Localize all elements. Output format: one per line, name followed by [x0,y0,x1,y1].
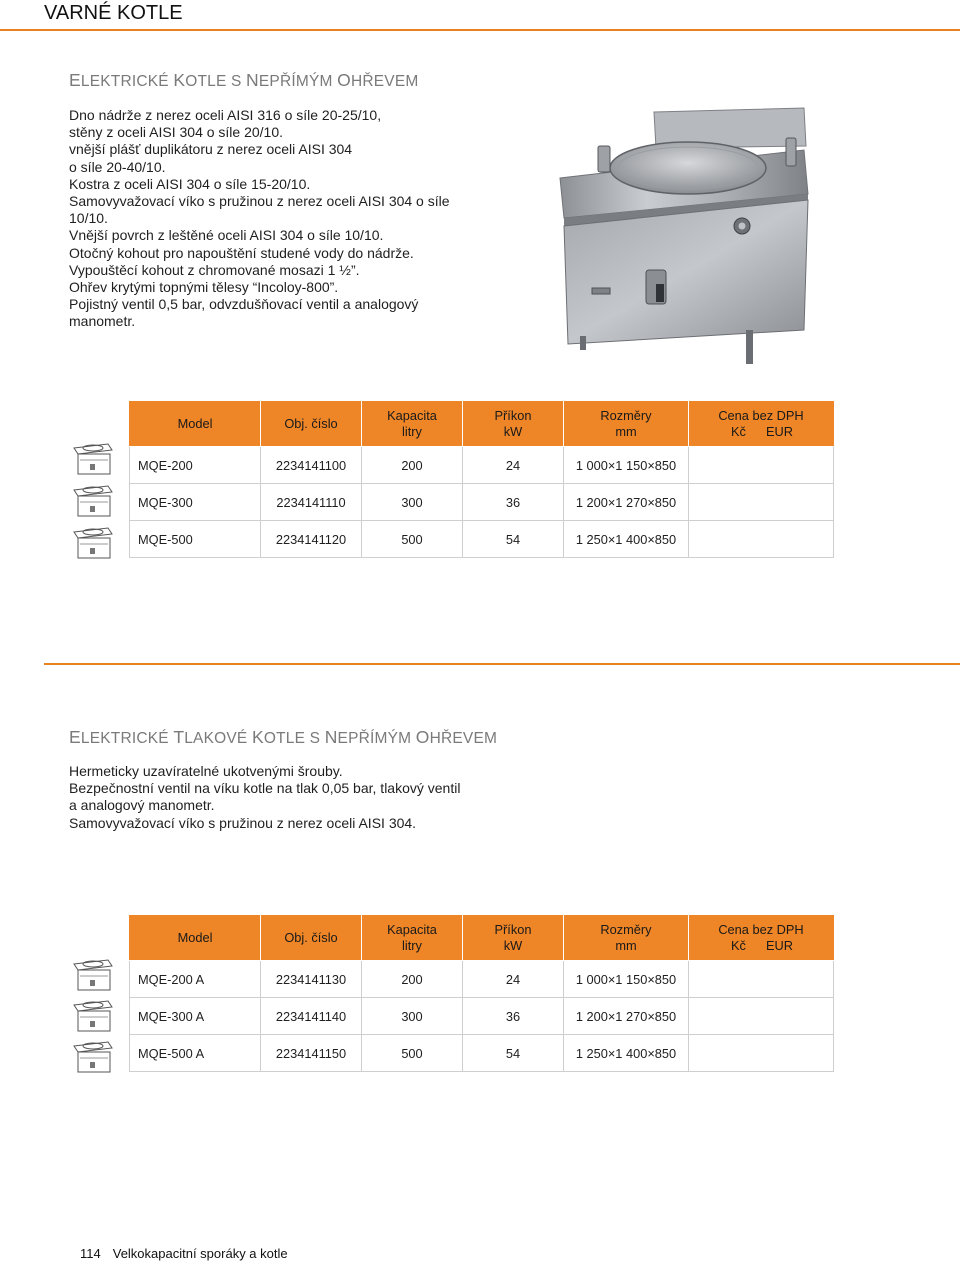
cell-obj: 2234141150 [261,1035,362,1072]
section1-heading [69,70,418,91]
cell-model: MQE-500 A [130,1035,261,1072]
desc-line: o síle 20-40/10. [69,158,166,175]
section2-heading [69,727,497,748]
section1-description [69,107,450,331]
cell-capacity: 500 [362,521,463,558]
heading-part: O [415,727,430,747]
cell-dimensions: 1 200×1 270×850 [564,998,689,1035]
heading-part: O [337,70,351,90]
desc-line: Kostra z oceli AISI 304 o síle 15-20/10. [69,175,311,192]
heading-part: N [324,727,338,747]
kettle-product-image [554,98,814,370]
header-line: Rozměry [600,408,652,423]
heading-part: LAKOVÉ [184,730,252,747]
page-title: VARNÉ KOTLE [44,2,183,24]
cell-power: 54 [463,1035,564,1072]
cell-price [689,447,834,484]
cell-power: 24 [463,447,564,484]
table-header-row [130,916,834,961]
currency-eur: EUR [765,424,793,439]
heading-part: K [251,727,264,747]
cell-power: 54 [463,521,564,558]
kettle-thumbnail-icon [72,440,114,478]
header-line: Příkon [494,408,532,423]
cell-capacity: 300 [362,484,463,521]
cell-price [689,521,834,558]
header-line: mm [615,938,637,953]
cell-capacity: 200 [362,961,463,998]
desc-line: Pojistný ventil 0,5 bar, odvzdušňovací ventil a analogový [69,296,419,313]
heading-part: K [173,70,186,90]
header-line: litry [402,424,422,439]
cell-dimensions: 1 200×1 270×850 [564,484,689,521]
table-header-row [130,402,834,447]
cell-capacity: 500 [362,1035,463,1072]
currency-czk: Kč [731,938,746,953]
cell-price [689,1035,834,1072]
table-row [130,521,834,558]
col-price [689,402,834,447]
col-dimensions [564,402,689,447]
cell-model: MQE-200 A [130,961,261,998]
desc-line: Vypouštěcí kohout z chromované mosazi 1 ½”. [69,261,360,278]
cell-obj: 2234141110 [261,484,362,521]
spec-table-2 [129,915,834,1072]
price-currencies [689,424,833,440]
table-row [130,961,834,998]
header-line: litry [402,938,422,953]
header-rule [0,29,960,31]
desc-line: vnější plášť duplikátoru z nerez oceli AISI 304 [69,141,353,158]
cell-price [689,998,834,1035]
heading-part: OTLE S [185,73,247,90]
kettle-thumbnail-icon [72,1038,114,1076]
desc-line: Vnější povrch z leštěné oceli AISI 304 o síle 10/10. [69,227,384,244]
heading-part: E [69,727,81,747]
header-line: Cena bez DPH [718,408,804,423]
col-capacity [362,402,463,447]
spec-table-1 [129,401,834,558]
kettle-thumbnail-icon [72,524,114,562]
header-line: Kapacita [387,922,437,937]
table-row [130,447,834,484]
desc-line: a analogový manometr. [69,797,215,814]
col-dimensions [564,916,689,961]
cell-model: MQE-200 [130,447,261,484]
page-header [0,0,960,31]
cell-capacity: 300 [362,998,463,1035]
desc-line: Ohřev krytými topnými tělesy “Incoloy-800”. [69,279,339,296]
desc-line: Bezpečnostní ventil na víku kotle na tlak 0,05 bar, tlakový ventil [69,780,461,797]
kettle-thumbnail-icon [72,956,114,994]
col-power [463,402,564,447]
header-line: Cena bez DPH [718,922,804,937]
heading-part: LEKTRICKÉ [80,730,174,747]
cell-model: MQE-300 [130,484,261,521]
desc-line: Hermeticky uzavíratelné ukotvenými šrouby. [69,763,343,779]
header-line: Rozměry [600,922,652,937]
kettle-thumbnail-icon [72,482,114,520]
col-obj: Obj. číslo [261,402,362,447]
desc-line: Dno nádrže z nerez oceli AISI 316 o síle 20-25/10, [69,107,382,123]
cell-power: 36 [463,998,564,1035]
cell-dimensions: 1 250×1 400×850 [564,1035,689,1072]
heading-part: EPŘÍMÝM [337,730,416,747]
cell-capacity: 200 [362,447,463,484]
desc-line: Samovyvažovací víko s pružinou z nerez oceli AISI 304. [69,814,417,831]
col-model: Model [130,916,261,961]
cell-price [689,961,834,998]
page-footer [80,1246,288,1261]
cell-power: 24 [463,961,564,998]
cell-obj: 2234141120 [261,521,362,558]
header-line: kW [503,938,523,953]
heading-part: LEKTRICKÉ [80,73,174,90]
cell-power: 36 [463,484,564,521]
heading-part: HŘEVEM [350,73,419,90]
header-line: Kapacita [387,408,437,423]
heading-part: N [246,70,259,90]
desc-line: stěny z oceli AISI 304 o síle 20/10. [69,124,284,141]
cell-obj: 2234141100 [261,447,362,484]
section-divider [44,663,960,665]
heading-part: EPŘÍMÝM [258,73,338,90]
table-row [130,998,834,1035]
header-line: Příkon [494,922,532,937]
col-obj: Obj. číslo [261,916,362,961]
header-line: mm [615,424,637,439]
col-power [463,916,564,961]
cell-price [689,484,834,521]
desc-line: 10/10. [69,210,108,227]
col-model: Model [130,402,261,447]
footer-text: Velkokapacitní sporáky a kotle [112,1246,288,1261]
desc-line: Samovyvažovací víko s pružinou z nerez oceli AISI 304 o síle [69,193,450,210]
heading-part: E [69,70,81,90]
header-line: kW [503,424,523,439]
heading-part: OTLE S [263,730,325,747]
cell-dimensions: 1 000×1 150×850 [564,447,689,484]
section2-description [69,763,460,832]
currency-czk: Kč [731,424,746,439]
cell-model: MQE-300 A [130,998,261,1035]
cell-dimensions: 1 250×1 400×850 [564,521,689,558]
kettle-thumbnail-icon [72,997,114,1035]
heading-part: HŘEVEM [429,730,498,747]
desc-line: Otočný kohout pro napouštění studené vody do nádrže. [69,244,414,261]
currency-eur: EUR [765,938,793,953]
col-capacity [362,916,463,961]
desc-line: manometr. [69,313,136,330]
cell-obj: 2234141130 [261,961,362,998]
cell-dimensions: 1 000×1 150×850 [564,961,689,998]
table-row [130,1035,834,1072]
cell-obj: 2234141140 [261,998,362,1035]
table-row [130,484,834,521]
col-price [689,916,834,961]
page-number: 114 [80,1246,101,1261]
price-currencies [689,938,833,954]
cell-model: MQE-500 [130,521,261,558]
heading-part: T [173,727,185,747]
